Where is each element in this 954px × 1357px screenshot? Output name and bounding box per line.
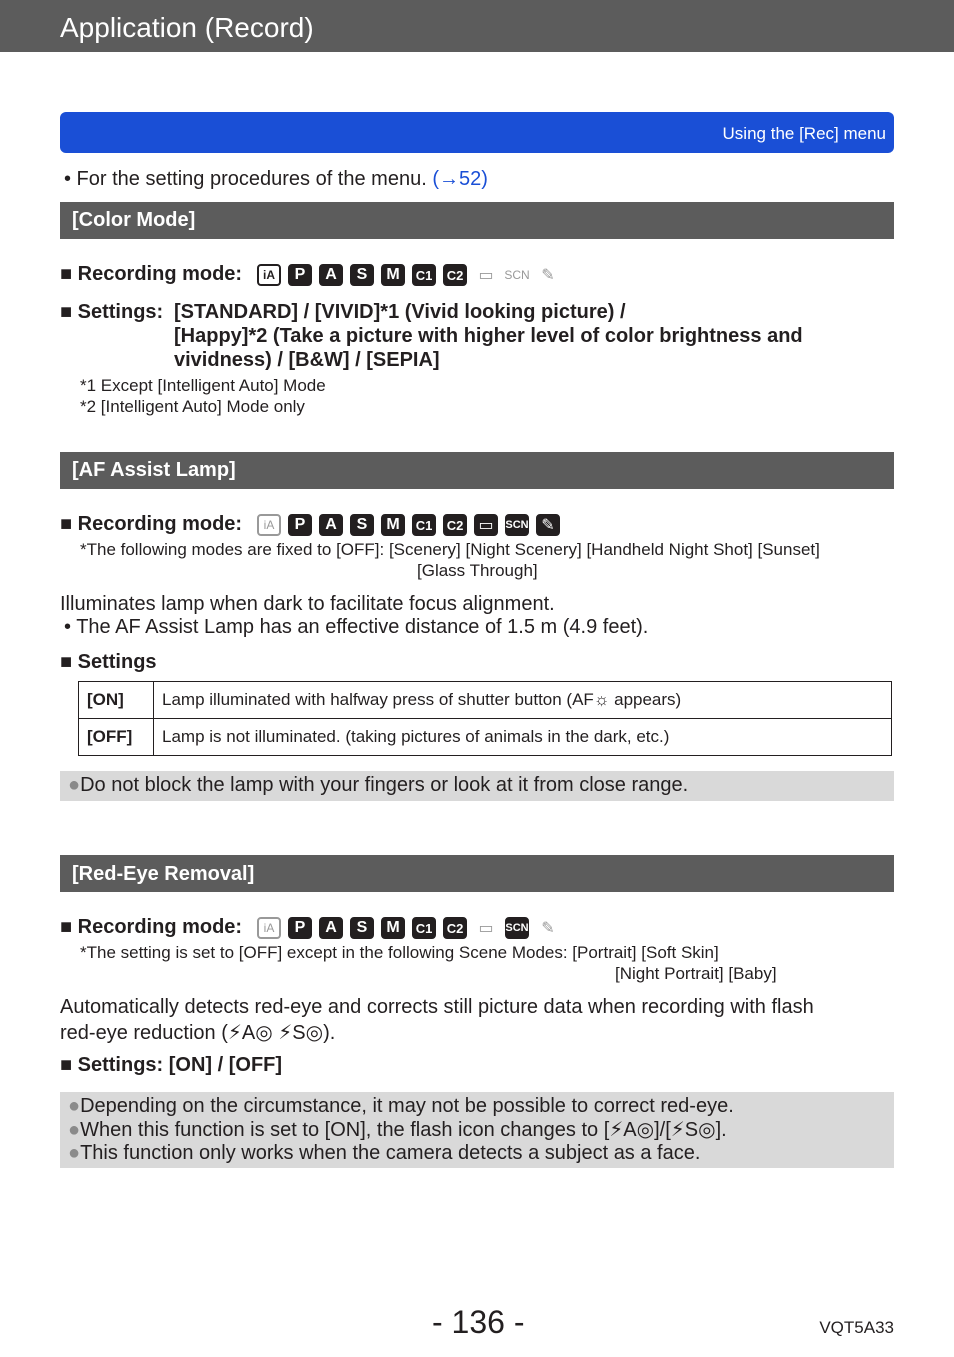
af-note-line-2: [Glass Through] — [417, 561, 538, 580]
m-mode-icon: M — [381, 514, 405, 536]
af-description: Illuminates lamp when dark to facilitate focus alignment. — [60, 593, 555, 615]
mode-icons-red-eye — [257, 917, 560, 939]
table-value: Lamp illuminated with halfway press of shutter button (AF☼ appears) — [154, 682, 892, 719]
af-settings-label: ■ Settings — [60, 651, 157, 673]
bullet-icon: ● — [68, 1095, 81, 1117]
settings-label-color: ■ Settings: — [60, 301, 164, 323]
breadcrumb: Using the [Rec] menu — [722, 124, 886, 143]
panorama-mode-icon: ▭ — [474, 514, 498, 536]
table-row — [79, 682, 892, 719]
p-mode-icon: P — [288, 264, 312, 286]
bullet-icon: ● — [68, 774, 81, 796]
recording-mode-label: ■ Recording mode: — [60, 513, 243, 535]
scene-mode-icon: SCN — [504, 268, 530, 282]
panorama-mode-icon: ▭ — [478, 920, 494, 937]
c2-mode-icon: C2 — [443, 917, 467, 939]
caution-text: When this function is set to [ON], the flash icon changes to [⚡A◎]/[⚡S◎]. — [80, 1118, 727, 1141]
intro-text: • For the setting procedures of the menu. — [64, 168, 427, 190]
ia-mode-icon: iA — [257, 264, 281, 286]
creative-mode-icon: ✎ — [536, 514, 560, 536]
ia-mode-icon: iA — [257, 514, 281, 536]
recording-mode-label: ■ Recording mode: — [60, 263, 243, 285]
creative-mode-icon: ✎ — [541, 920, 555, 937]
s-mode-icon: S — [350, 514, 374, 536]
caution-text: Depending on the circumstance, it may not be possible to correct red-eye. — [80, 1095, 734, 1117]
caution-text: Do not block the lamp with your fingers or look at it from close range. — [80, 774, 689, 796]
caution-line — [60, 771, 894, 797]
c1-mode-icon: C1 — [412, 917, 436, 939]
caution-text: This function only works when the camera detects a subject as a face. — [80, 1142, 701, 1164]
section-title-red-eye: [Red-Eye Removal] — [72, 863, 255, 885]
p-mode-icon: P — [288, 917, 312, 939]
recording-mode-label: ■ Recording mode: — [60, 916, 243, 938]
c1-mode-icon: C1 — [412, 264, 436, 286]
page-title: Application (Record) — [60, 12, 314, 43]
creative-mode-icon: ✎ — [541, 267, 555, 284]
red-eye-note-line-2: [Night Portrait] [Baby] — [615, 964, 777, 983]
af-settings-table — [78, 681, 892, 756]
s-mode-icon: S — [350, 917, 374, 939]
a-mode-icon: A — [319, 264, 343, 286]
page-link[interactable]: (→52) — [432, 168, 488, 190]
settings-line-1: [STANDARD] / [VIVID]*1 (Vivid looking picture) / — [174, 301, 626, 323]
intro-line — [64, 168, 488, 191]
settings-line-3: vividness) / [B&W] / [SEPIA] — [174, 349, 440, 371]
table-value: Lamp is not illuminated. (taking pictures of animals in the dark, etc.) — [154, 719, 892, 756]
footnote-2: *2 [Intelligent Auto] Mode only — [80, 397, 305, 416]
bullet-icon: ● — [68, 1118, 81, 1141]
settings-line-2: [Happy]*2 (Take a picture with higher level of color brightness and — [174, 325, 803, 347]
af-distance-note: • The AF Assist Lamp has an effective distance of 1.5 m (4.9 feet). — [64, 616, 649, 638]
caution-line — [68, 1119, 894, 1143]
ia-mode-icon: iA — [257, 917, 281, 939]
caution-line — [68, 1142, 894, 1166]
panorama-mode-icon: ▭ — [478, 267, 494, 284]
scene-mode-icon: SCN — [505, 514, 529, 536]
caution-list — [60, 1092, 894, 1166]
m-mode-icon: M — [381, 917, 405, 939]
footnote-1: *1 Except [Intelligent Auto] Mode — [80, 376, 326, 395]
s-mode-icon: S — [350, 264, 374, 286]
red-eye-description-1: Automatically detects red-eye and corrects still picture data when recording with flash — [60, 996, 814, 1018]
table-row — [79, 719, 892, 756]
model-code: VQT5A33 — [819, 1318, 894, 1337]
scene-mode-icon: SCN — [505, 917, 529, 939]
red-eye-settings-label: ■ Settings: [ON] / [OFF] — [60, 1054, 283, 1076]
red-eye-note-line-1: *The setting is set to [OFF] except in the following Scene Modes: [Portrait] [Soft Skin] — [80, 943, 719, 962]
caution-line — [68, 1095, 894, 1119]
section-title-color-mode: [Color Mode] — [72, 209, 196, 231]
section-title-af-assist: [AF Assist Lamp] — [72, 459, 236, 481]
bullet-icon: ● — [68, 1142, 81, 1164]
a-mode-icon: A — [319, 917, 343, 939]
mode-icons-color — [257, 264, 560, 286]
table-key: [OFF] — [79, 719, 154, 756]
c1-mode-icon: C1 — [412, 514, 436, 536]
c2-mode-icon: C2 — [443, 514, 467, 536]
mode-icons-af — [257, 514, 560, 536]
table-key: [ON] — [79, 682, 154, 719]
af-note-line-1: *The following modes are fixed to [OFF]: [Scenery] [Night Scenery] [Handheld Night Shot] [Sunset] — [80, 540, 820, 559]
m-mode-icon: M — [381, 264, 405, 286]
a-mode-icon: A — [319, 514, 343, 536]
red-eye-caution-box — [60, 1092, 894, 1168]
p-mode-icon: P — [288, 514, 312, 536]
red-eye-description-2: red-eye reduction (⚡A◎ ⚡S◎). — [60, 1022, 336, 1044]
page-number: - 136 - — [432, 1304, 525, 1340]
c2-mode-icon: C2 — [443, 264, 467, 286]
af-caution-box — [60, 771, 894, 801]
